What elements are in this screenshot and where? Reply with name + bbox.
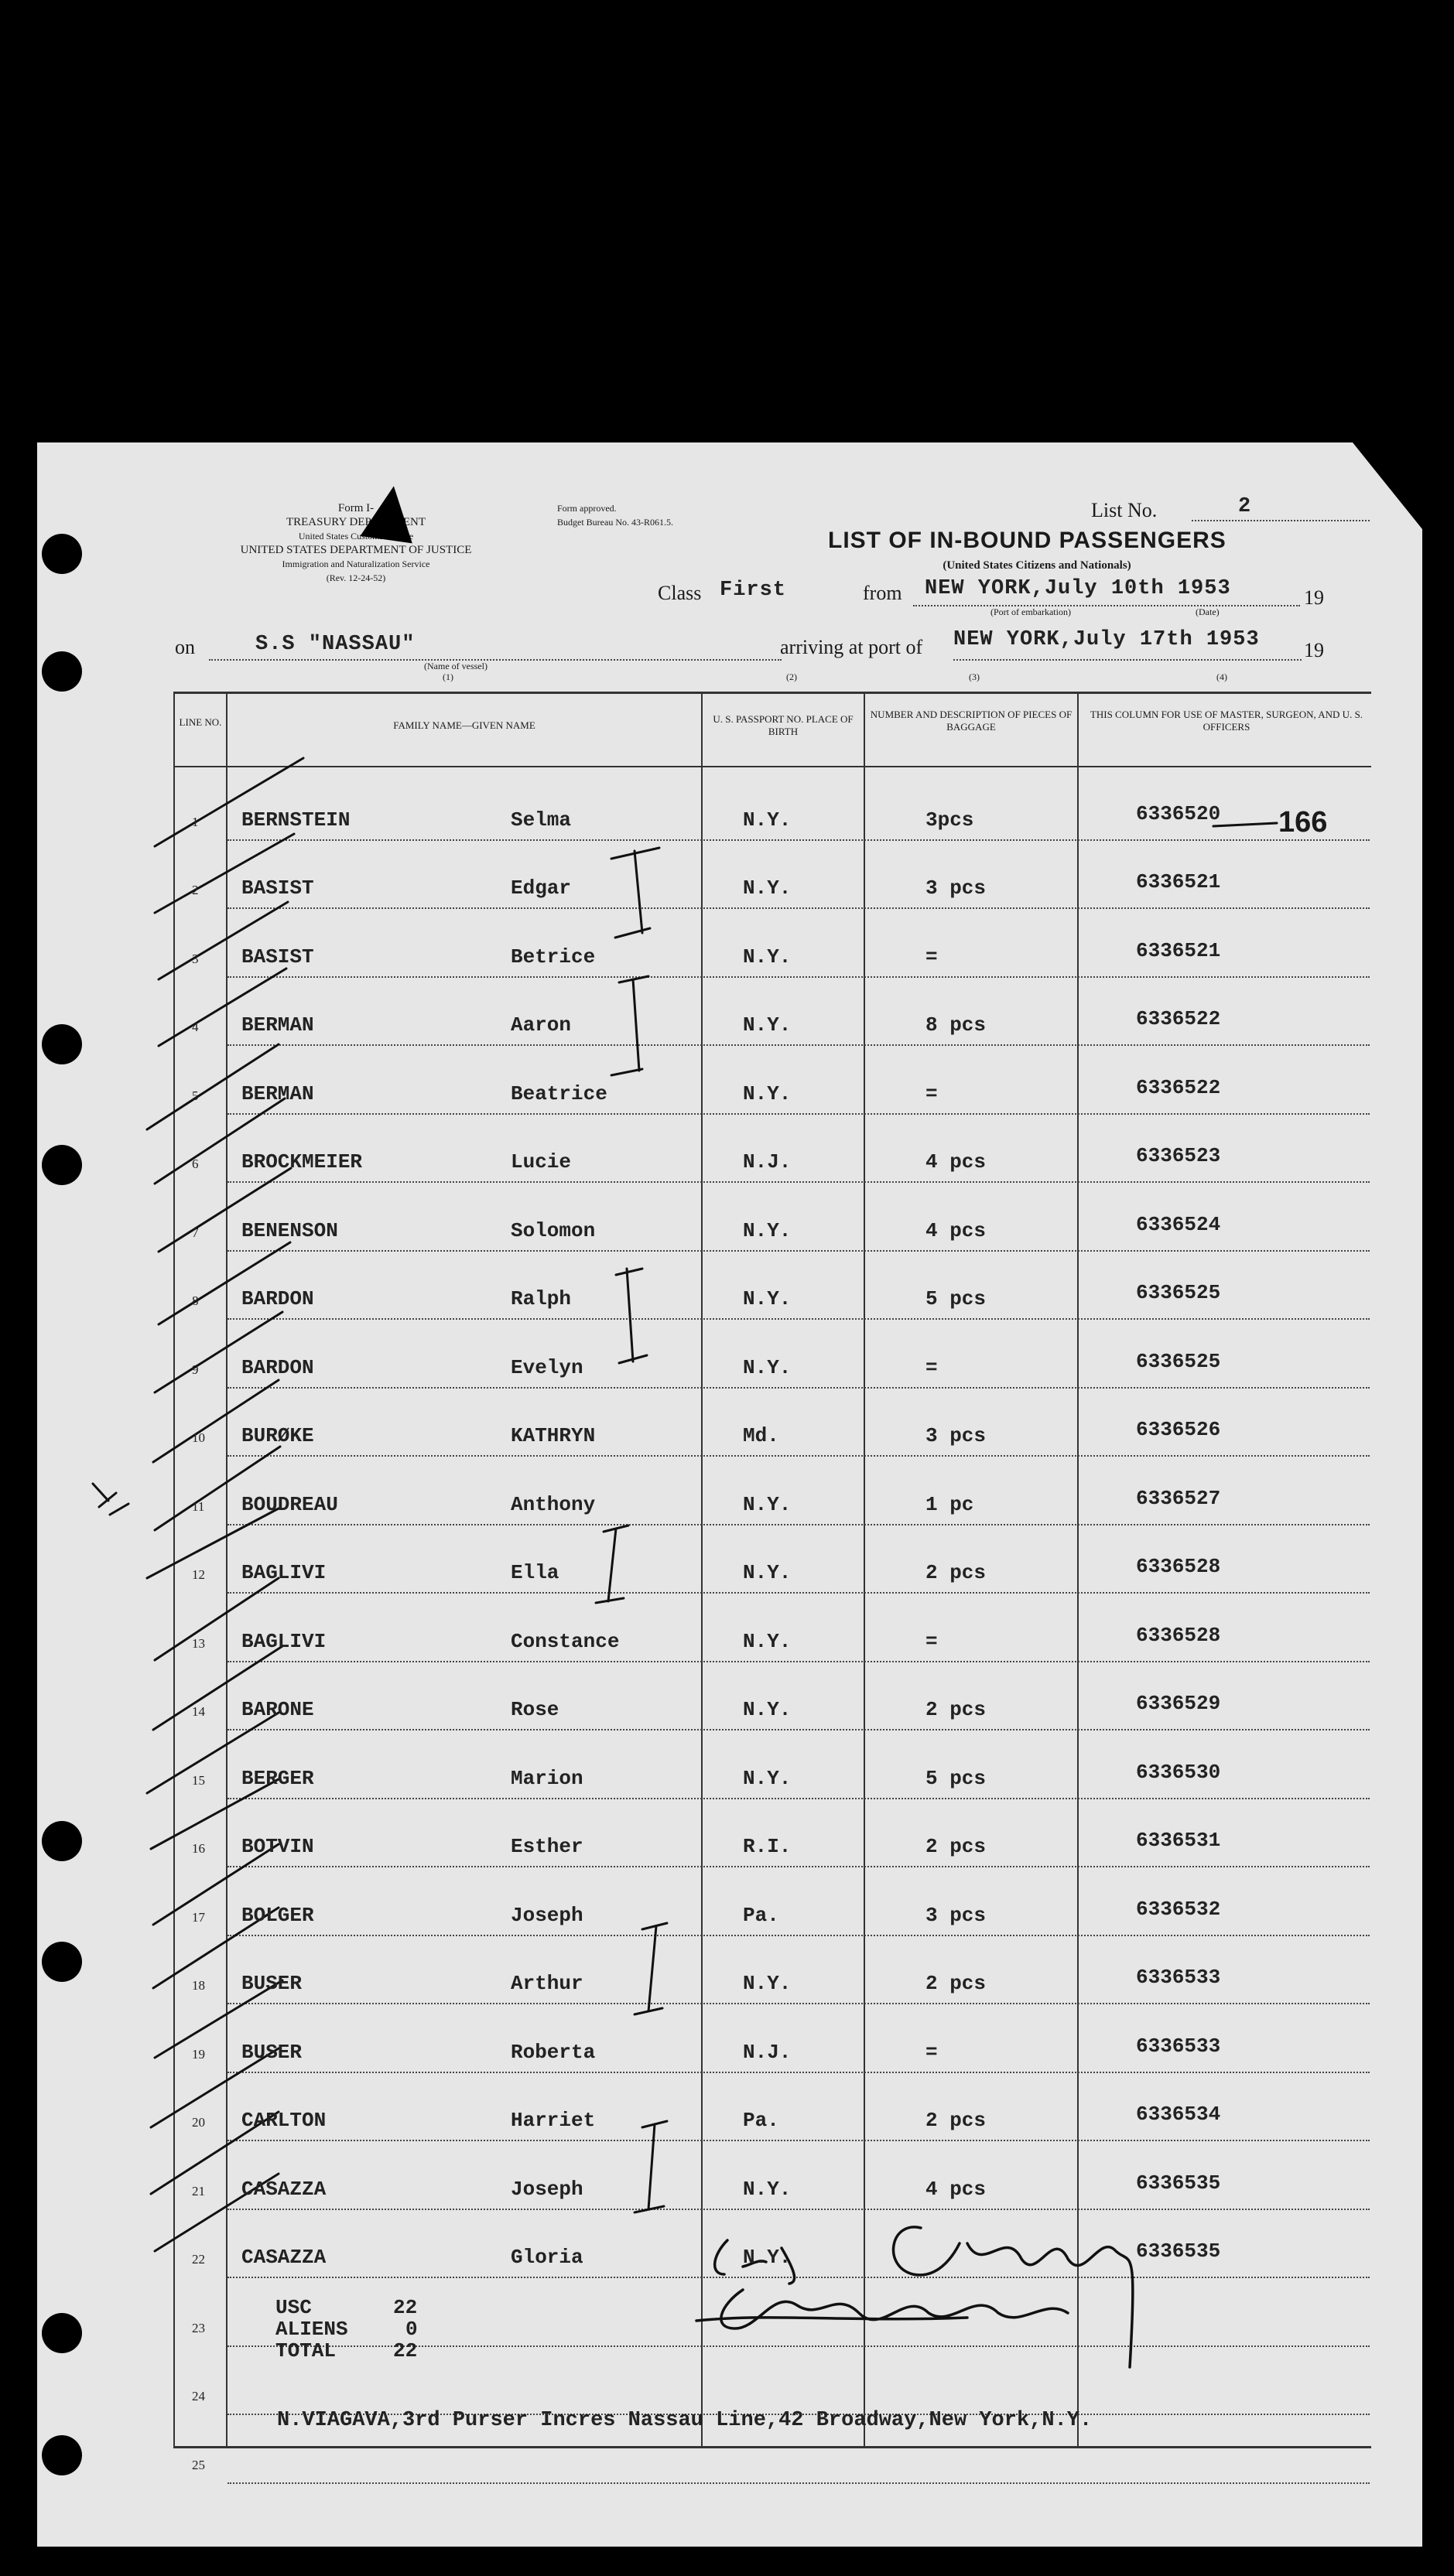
line-number: 7 [192,1225,199,1240]
page-title: LIST OF IN-BOUND PASSENGERS [828,528,1226,553]
arriving-label: arriving at port of [780,636,923,658]
line-number: 18 [192,1978,205,1993]
col-header-baggage: NUMBER AND DESCRIPTION OF PIECES OF BAGGAGE [870,709,1073,733]
dept-treasury: TREASURY DEPARTMENT [286,516,426,528]
given-name: Rose [511,1698,559,1721]
family-name: BOUDREAU [241,1492,338,1516]
ticket-number: 6336528 [1136,1623,1221,1647]
given-name: Ella [511,1561,559,1584]
line-number: 17 [192,1909,205,1925]
given-name: Constance [511,1629,620,1653]
baggage: 3 pcs [925,1903,987,1927]
baggage: 3 pcs [925,1424,987,1447]
given-name: Joseph [511,2177,583,2201]
usc-count: 22 [393,2296,418,2319]
ticket-number: 6336526 [1136,1418,1221,1441]
ticket-number: 6336524 [1136,1212,1221,1236]
from-value: NEW YORK,July 10th 1953 [925,577,1231,600]
given-name: Marion [511,1766,583,1790]
col-caption-2: (2) [786,671,797,682]
col-header-officers: THIS COLUMN FOR USE OF MASTER, SURGEON, AND U. S. OFFICERS [1090,709,1363,733]
ticket-number: 6336522 [1136,1007,1221,1030]
col-caption-3: (3) [969,671,980,682]
given-name: Betrice [511,945,596,969]
total-label: TOTAL [275,2339,337,2362]
given-name: Esther [511,1835,583,1858]
baggage: = [925,2040,938,2064]
family-name: BAGLIVI [241,1629,327,1653]
given-name: Ralph [511,1287,572,1310]
line-number: 14 [192,1704,205,1719]
line-number: 22 [192,2252,205,2267]
family-name: BAGLIVI [241,1561,327,1584]
place-of-birth: N.Y. [743,1013,792,1037]
family-name: BENENSON [241,1218,338,1242]
total-count: 22 [393,2339,418,2362]
line-number: 4 [192,1020,199,1034]
place-of-birth: N.J. [743,2040,792,2064]
dept-justice: UNITED STATES DEPARTMENT OF JUSTICE [240,544,472,556]
baggage: = [925,1355,938,1379]
given-name: Arthur [511,1972,583,1995]
vessel-name: S.S "NASSAU" [255,633,416,656]
ticket-number: 6336527 [1136,1486,1221,1510]
family-name: CASAZZA [241,2177,327,2201]
year-prefix-1: 19 [1304,586,1324,609]
bracket-mark [611,848,659,938]
place-of-birth: N.Y. [743,1561,792,1584]
port-embarkation-caption: (Port of embarkation) [990,606,1071,617]
col-header-passport: U. S. PASSPORT NO. PLACE OF BIRTH [713,713,854,737]
bracket-mark [596,1525,628,1603]
family-name: BERGER [241,1766,314,1790]
baggage: 1 pc [925,1492,974,1516]
line-number: 9 [192,1361,199,1377]
baggage: = [925,1629,938,1653]
place-of-birth: N.Y. [743,1492,792,1516]
line-number: 16 [192,1841,205,1856]
place-of-birth: N.Y. [743,1698,792,1721]
purser-footer: N.VIAGAVA,3rd Purser Incres Nassau Line,42 Broadway,New York,N.Y. [277,2409,1093,2432]
given-name: Lucie [511,1150,572,1174]
place-of-birth: N.Y. [743,1629,792,1653]
form-revision: (Rev. 12-24-52) [326,572,386,583]
place-of-birth: Pa. [743,2109,779,2132]
line-number: 20 [192,2115,205,2130]
ticket-number: 6336529 [1136,1692,1221,1715]
given-name: Gloria [511,2246,583,2269]
family-name: BASIST [241,945,314,969]
line-number: 13 [192,1635,205,1651]
baggage: 2 pcs [925,1698,987,1721]
ticket-number: 6336521 [1136,938,1221,962]
place-of-birth: N.J. [743,1150,792,1174]
line-number: 3 [192,951,199,966]
place-of-birth: R.I. [743,1835,792,1858]
page-count-stamp: 166 [1278,806,1328,839]
from-label: from [863,582,902,604]
family-name: BUSER [241,2040,303,2064]
place-of-birth: N.Y. [743,808,792,832]
given-name: Roberta [511,2040,596,2064]
family-name: BASIST [241,876,314,900]
dept-customs: United States Customs Service [298,531,414,542]
line-number: 25 [192,2457,205,2472]
year-prefix-2: 19 [1304,639,1324,661]
place-of-birth: N.Y. [743,1972,792,1995]
given-name: Harriet [511,2109,596,2132]
family-name: BARDON [241,1355,314,1379]
line-number: 21 [192,2183,205,2198]
ticket-number: 6336532 [1136,1897,1221,1921]
date-caption: (Date) [1196,606,1220,617]
place-of-birth: N.Y. [743,1081,792,1105]
list-no-label: List No. [1091,499,1158,521]
family-name: CARLTON [241,2109,327,2132]
line-number: 19 [192,2046,205,2062]
given-name: Beatrice [511,1081,607,1105]
place-of-birth: N.Y. [743,1355,792,1379]
line-number: 5 [192,1088,199,1103]
family-name: BUSER [241,1972,303,1995]
form-id: Form I- [337,502,375,514]
baggage: 4 pcs [925,1218,987,1242]
col-caption-1: (1) [443,671,453,682]
check-mark [155,1312,282,1392]
line-number: 24 [192,2389,205,2403]
given-name: Aaron [511,1013,572,1037]
family-name: BURØKE [241,1424,314,1447]
given-name: Anthony [511,1492,596,1516]
form-approved: Form approved. [557,503,617,514]
baggage: 5 pcs [925,1287,987,1310]
line-number: 11 [192,1498,205,1514]
ticket-number: 6336525 [1136,1281,1221,1304]
ticket-number: 6336533 [1136,2034,1221,2058]
margin-scribble [93,1484,128,1515]
family-name: BARDON [241,1287,314,1310]
family-name: BOLGER [241,1903,314,1927]
baggage: = [925,945,938,969]
family-name: BERNSTEIN [241,808,351,832]
list-no-value: 2 [1238,495,1252,518]
col-header-line: LINE NO. [179,716,222,728]
ticket-number: 6336534 [1136,2103,1221,2126]
place-of-birth: Pa. [743,1903,779,1927]
baggage: 5 pcs [925,1766,987,1790]
ticket-number: 6336525 [1136,1349,1221,1373]
col-header-name: FAMILY NAME—GIVEN NAME [393,719,535,731]
baggage: 8 pcs [925,1013,987,1037]
line-number: 23 [192,2320,205,2335]
aliens-count: 0 [405,2318,418,2341]
dept-ins: Immigration and Naturalization Service [282,559,430,569]
on-label: on [175,636,195,658]
baggage: 2 pcs [925,1835,987,1858]
ticket-number: 6336523 [1136,1144,1221,1167]
line-number: 15 [192,1772,205,1788]
place-of-birth: N.Y. [743,2246,792,2269]
ticket-number: 6336533 [1136,1966,1221,1989]
given-name: Joseph [511,1903,583,1927]
ticket-number: 6336521 [1136,870,1221,893]
baggage: 2 pcs [925,2109,987,2132]
baggage: 2 pcs [925,1972,987,1995]
baggage: 2 pcs [925,1561,987,1584]
baggage: 4 pcs [925,2177,987,2201]
line-number: 8 [192,1293,199,1308]
given-name: Edgar [511,876,572,900]
family-name: CASAZZA [241,2246,327,2269]
line-number: 12 [192,1567,205,1582]
check-mark [159,1242,290,1324]
usc-label: USC [275,2296,312,2319]
bracket-mark [611,976,648,1075]
place-of-birth: N.Y. [743,1766,792,1790]
ticket-number: 6336531 [1136,1829,1221,1852]
arriving-value: NEW YORK,July 17th 1953 [953,628,1260,651]
line-number: 10 [192,1430,205,1445]
ticket-underline [1213,823,1277,826]
ticket-number: 6336530 [1136,1760,1221,1784]
given-name: KATHRYN [511,1424,596,1447]
class-value: First [720,579,787,602]
family-name: BERMAN [241,1081,314,1105]
line-number: 2 [192,883,199,897]
baggage: 4 pcs [925,1150,987,1174]
ticket-number: 6336535 [1136,2239,1221,2263]
ticket-number: 6336520 [1136,801,1221,825]
given-name: Selma [511,808,572,832]
ticket-number: 6336528 [1136,1555,1221,1578]
place-of-birth: Md. [743,1424,779,1447]
budget-bureau: Budget Bureau No. 43-R061.5. [557,517,673,528]
given-name: Solomon [511,1218,596,1242]
bracket-mark [635,2121,667,2212]
check-mark [153,1380,279,1462]
family-name: BARONE [241,1698,314,1721]
ticket-number: 6336522 [1136,1075,1221,1099]
place-of-birth: N.Y. [743,945,792,969]
line-number: 1 [192,814,199,829]
ticket-number: 6336535 [1136,2171,1221,2195]
check-mark [155,758,303,846]
place-of-birth: N.Y. [743,1218,792,1242]
class-label: Class [658,582,702,604]
baggage: 3 pcs [925,876,987,900]
check-mark [155,834,294,913]
bracket-mark [635,1923,667,2014]
col-caption-4: (4) [1216,671,1227,682]
family-name: BROCKMEIER [241,1150,363,1174]
baggage: 3pcs [925,808,974,832]
aliens-label: ALIENS [275,2318,348,2341]
place-of-birth: N.Y. [743,2177,792,2201]
page-subtitle: (United States Citizens and Nationals) [943,559,1131,572]
place-of-birth: N.Y. [743,876,792,900]
given-name: Evelyn [511,1355,583,1379]
line-number: 6 [192,1156,199,1171]
family-name: BERMAN [241,1013,314,1037]
place-of-birth: N.Y. [743,1287,792,1310]
vessel-caption: (Name of vessel) [424,661,488,671]
family-name: BOTVIN [241,1835,314,1858]
baggage: = [925,1081,938,1105]
bracket-mark [616,1269,647,1363]
